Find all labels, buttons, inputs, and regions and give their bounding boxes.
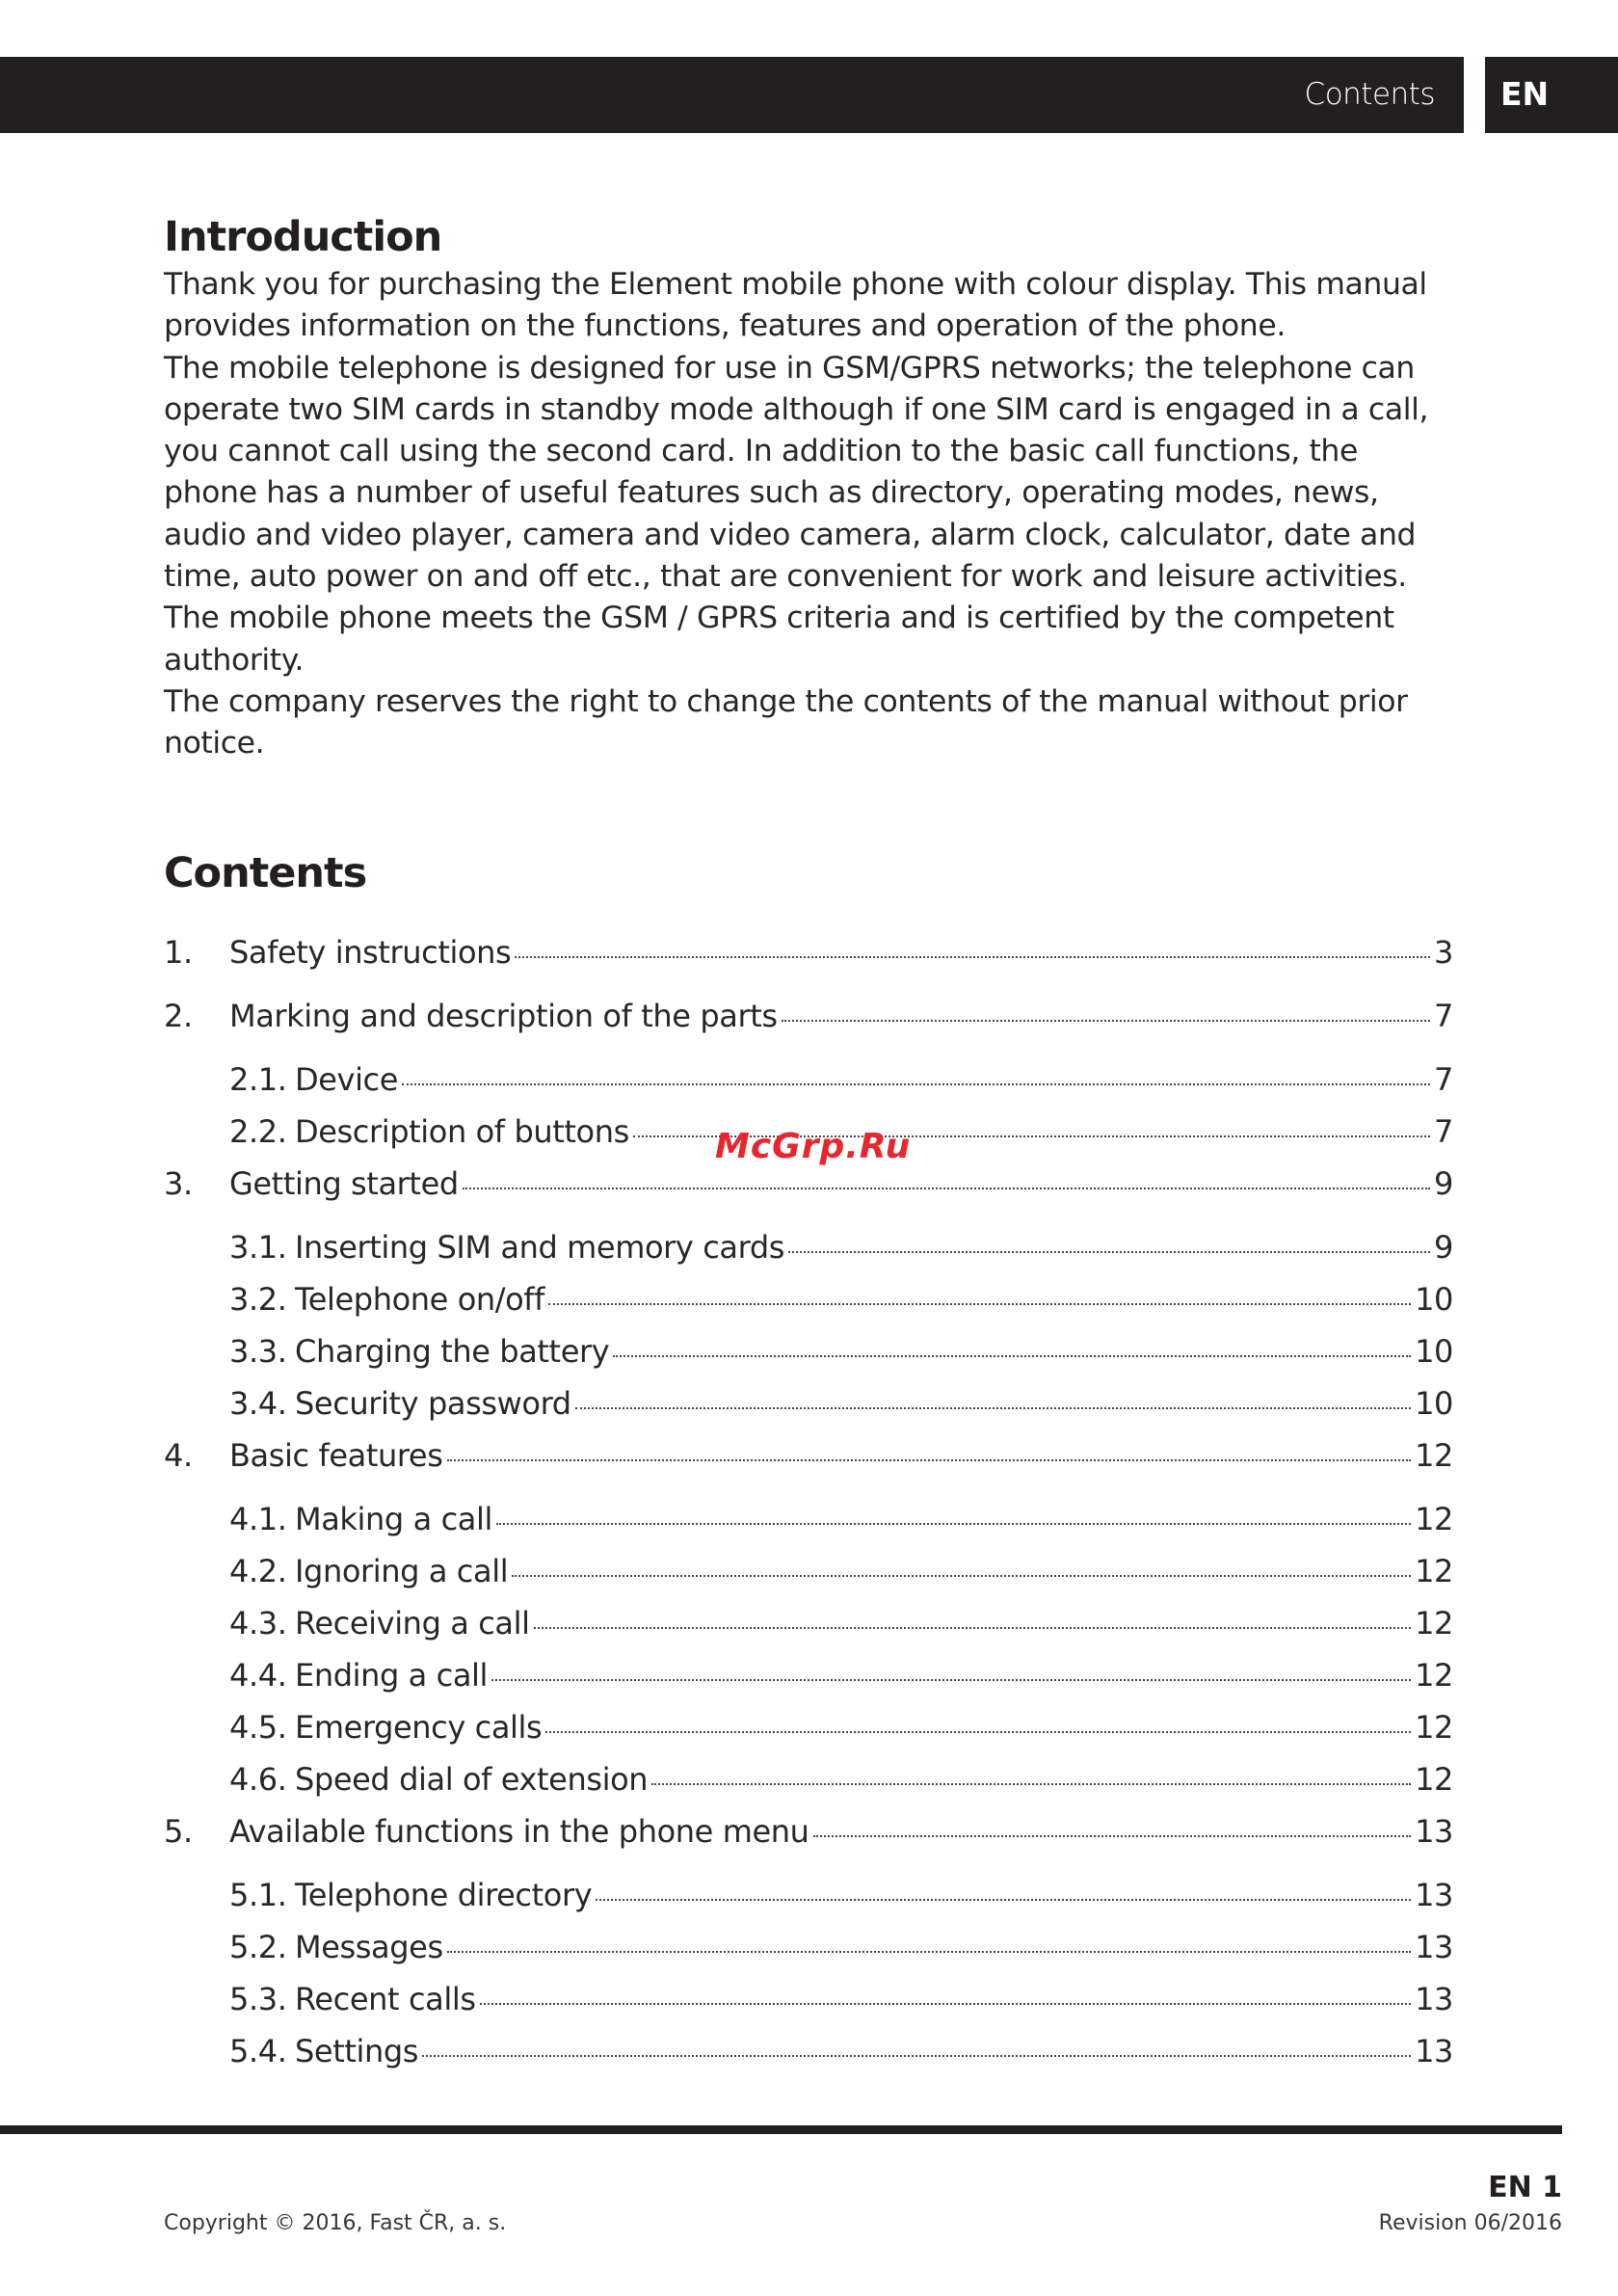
toc-page-number: 13	[1415, 1877, 1453, 1913]
toc-number: 3.2.	[229, 1281, 287, 1318]
toc-dot-leader	[447, 1459, 1412, 1461]
toc-dot-leader	[447, 1951, 1411, 1953]
page-number: EN 1	[1488, 2171, 1562, 2204]
toc-dot-leader	[512, 1575, 1411, 1577]
intro-paragraph: The mobile telephone is designed for use in GSM/GPRS networks; the telephone can operate two SIM cards in standby mode although if one SIM card is engaged in a call, you cannot call using the second card. In addition to the basic call functions, the phone has a number of useful features such as directory, operating modes, news, audio and video player, camera and video camera, alarm clock, calculator, date and time, auto power on and off etc., that are convenient for work and leisure activities.	[164, 350, 1429, 595]
toc-number: 4.5.	[229, 1709, 287, 1746]
toc-page-number: 7	[1434, 1061, 1453, 1098]
toc-title: Marking and description of the parts	[229, 998, 778, 1034]
toc-entry[interactable]	[229, 1382, 1453, 1425]
toc-dot-leader	[782, 1020, 1430, 1022]
toc-entry[interactable]	[229, 1602, 1453, 1644]
toc-page-number: 10	[1415, 1385, 1453, 1422]
toc-page-number: 12	[1415, 1437, 1453, 1474]
toc-title: Getting started	[229, 1165, 459, 1202]
toc-page-number: 13	[1415, 1981, 1453, 2017]
toc-entry[interactable]	[229, 1226, 1453, 1268]
toc-number: 3.3.	[229, 1333, 287, 1370]
toc-page-number: 7	[1434, 998, 1453, 1034]
toc-entry[interactable]	[229, 2030, 1453, 2072]
toc-title: Device	[295, 1061, 399, 1098]
toc-entry[interactable]	[229, 1550, 1453, 1592]
toc-page-number: 3	[1434, 934, 1453, 971]
toc-page-number: 12	[1415, 1501, 1453, 1537]
toc-page-number: 7	[1434, 1113, 1453, 1150]
introduction-section	[164, 210, 1455, 765]
toc-title: Messages	[295, 1929, 443, 1965]
toc-page-number: 12	[1415, 1605, 1453, 1642]
toc-entry[interactable]	[164, 995, 1453, 1037]
toc-title: Making a call	[295, 1501, 492, 1537]
toc-number: 4.2.	[229, 1553, 287, 1589]
toc-number: 2.	[164, 998, 193, 1034]
toc-number: 3.	[164, 1165, 193, 1202]
toc-dot-leader	[534, 1627, 1411, 1629]
footer-divider	[0, 2125, 1562, 2134]
toc-page-number: 9	[1434, 1229, 1453, 1266]
toc-number: 3.4.	[229, 1385, 287, 1422]
toc-number: 4.	[164, 1437, 193, 1474]
toc-number: 5.2.	[229, 1929, 287, 1965]
toc-entry[interactable]	[164, 1162, 1453, 1205]
toc-entry[interactable]	[229, 1278, 1453, 1321]
toc-dot-leader	[575, 1407, 1411, 1409]
toc-entry[interactable]	[229, 1758, 1453, 1801]
toc-dot-leader	[651, 1783, 1411, 1785]
toc-number: 2.1.	[229, 1061, 287, 1098]
toc-title: Speed dial of extension	[295, 1761, 649, 1798]
toc-title: Settings	[295, 2033, 419, 2069]
toc-entry[interactable]	[229, 1978, 1453, 2020]
toc-page-number: 9	[1434, 1165, 1453, 1202]
toc-dot-leader	[491, 1679, 1411, 1681]
revision-label: Revision 06/2016	[1378, 2211, 1562, 2235]
toc-dot-leader	[496, 1523, 1411, 1525]
toc-dot-leader	[545, 1731, 1411, 1733]
toc-title: Telephone on/off	[295, 1281, 545, 1318]
toc-number: 2.2.	[229, 1113, 287, 1150]
toc-number: 4.1.	[229, 1501, 287, 1537]
toc-title: Receiving a call	[295, 1605, 530, 1642]
toc-dot-leader	[788, 1251, 1430, 1253]
toc-dot-leader	[515, 956, 1430, 958]
toc-number: 5.3.	[229, 1981, 287, 2017]
toc-number: 4.4.	[229, 1657, 287, 1694]
toc-title: Recent calls	[295, 1981, 476, 2017]
toc-number: 1.	[164, 934, 193, 971]
toc-number: 4.3.	[229, 1605, 287, 1642]
toc-number: 5.	[164, 1813, 193, 1850]
toc-title: Ending a call	[295, 1657, 489, 1694]
toc-page-number: 12	[1415, 1553, 1453, 1589]
toc-page-number: 12	[1415, 1709, 1453, 1746]
toc-number: 5.4.	[229, 2033, 287, 2069]
toc-dot-leader	[613, 1355, 1411, 1357]
toc-entry[interactable]	[164, 1810, 1453, 1853]
toc-number: 3.1.	[229, 1229, 287, 1266]
toc-entry[interactable]	[229, 1706, 1453, 1749]
toc-title: Security password	[295, 1385, 571, 1422]
watermark: McGrp.Ru	[715, 1127, 912, 1166]
toc-number: 4.6.	[229, 1761, 287, 1798]
toc-dot-leader	[402, 1083, 1430, 1085]
toc-dot-leader	[596, 1899, 1411, 1901]
toc-title: Available functions in the phone menu	[229, 1813, 809, 1850]
toc-page-number: 10	[1415, 1281, 1453, 1318]
toc-page-number: 12	[1415, 1657, 1453, 1694]
language-label: EN	[1500, 75, 1550, 113]
toc-page-number: 13	[1415, 1929, 1453, 1965]
toc-entry[interactable]	[229, 1654, 1453, 1696]
toc-entry[interactable]	[164, 1434, 1453, 1477]
toc-title: Safety instructions	[229, 934, 512, 971]
toc-dot-leader	[463, 1188, 1430, 1189]
toc-entry[interactable]	[229, 1874, 1453, 1916]
contents-heading: Contents	[164, 849, 367, 897]
toc-title: Telephone directory	[295, 1877, 593, 1913]
toc-entry[interactable]	[229, 1926, 1453, 1968]
intro-paragraph: The company reserves the right to change the contents of the manual without prior notice.	[164, 683, 1408, 761]
toc-title: Ignoring a call	[295, 1553, 509, 1589]
language-badge	[1485, 57, 1618, 133]
toc-title: Description of buttons	[295, 1113, 629, 1150]
header-bar	[0, 57, 1464, 133]
toc-dot-leader	[548, 1303, 1411, 1305]
toc-page-number: 12	[1415, 1761, 1453, 1798]
toc-entry[interactable]	[229, 1498, 1453, 1540]
toc-title: Basic features	[229, 1437, 443, 1474]
toc-title: Inserting SIM and memory cards	[295, 1229, 785, 1266]
toc-dot-leader	[480, 2003, 1411, 2005]
toc-page-number: 10	[1415, 1333, 1453, 1370]
toc-entry[interactable]	[229, 1330, 1453, 1373]
toc-title: Charging the battery	[295, 1333, 610, 1370]
toc-entry[interactable]	[229, 1058, 1453, 1101]
header-title: Contents	[1304, 77, 1435, 112]
toc-page-number: 13	[1415, 1813, 1453, 1850]
introduction-heading: Introduction	[164, 213, 442, 261]
toc-page-number: 13	[1415, 2033, 1453, 2069]
toc-dot-leader	[422, 2055, 1411, 2057]
toc-title: Emergency calls	[295, 1709, 543, 1746]
toc-dot-leader	[813, 1835, 1412, 1837]
copyright-notice: Copyright © 2016, Fast ČR, a. s.	[164, 2211, 507, 2235]
toc-entry[interactable]	[164, 931, 1453, 974]
intro-paragraph: Thank you for purchasing the Element mobile phone with colour display. This manual provides information on the functions, features and operation of the phone.	[164, 267, 1427, 344]
intro-paragraph: The mobile phone meets the GSM / GPRS criteria and is certified by the competent authority.	[164, 601, 1394, 678]
toc-number: 5.1.	[229, 1877, 287, 1913]
